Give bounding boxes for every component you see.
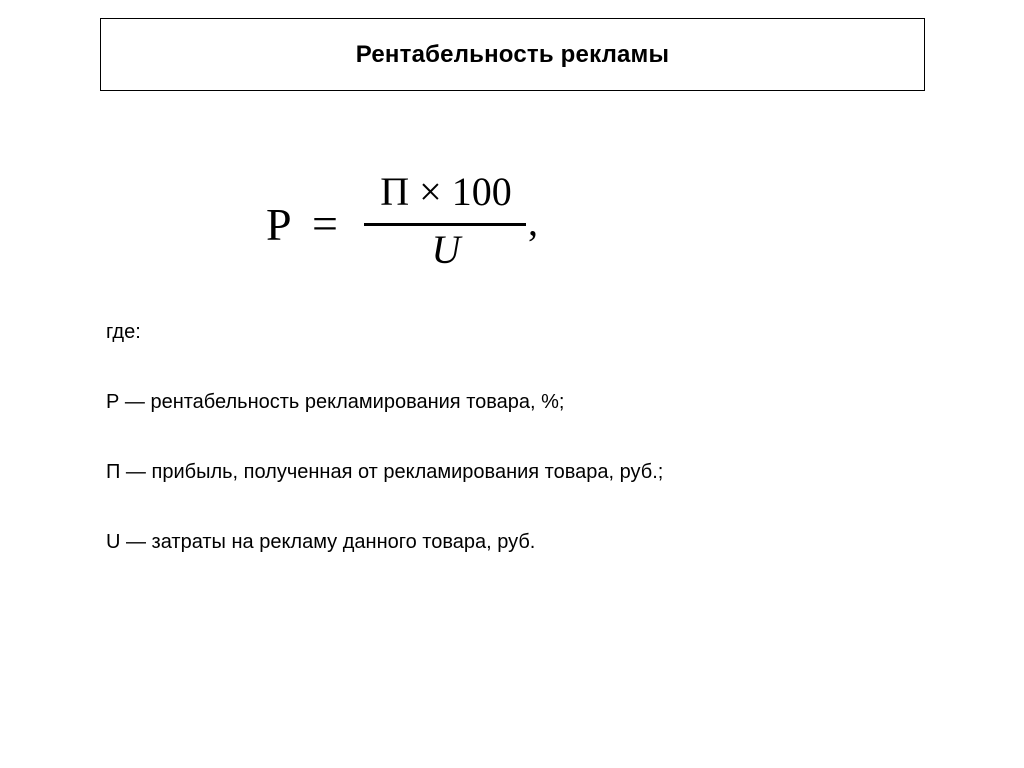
title-box [100, 18, 925, 91]
legend-item-profit: П — прибыль, полученная от рекламирования товара, руб.; [106, 461, 664, 483]
legend-item-p: Р — рентабельность рекламирования товара, %; [106, 391, 565, 413]
formula-numerator: П × 100 [380, 169, 512, 214]
formula [262, 168, 562, 278]
formula-lhs: Р [266, 199, 292, 250]
formula-denominator: U [431, 227, 461, 272]
formula-equals-sign: = [312, 198, 338, 249]
legend-item-costs: U — затраты на рекламу данного товара, руб. [106, 531, 536, 553]
legend-intro: где: [106, 321, 141, 343]
slide-title: Рентабельность рекламы [355, 40, 670, 68]
formula-trailing-comma: , [528, 199, 538, 244]
